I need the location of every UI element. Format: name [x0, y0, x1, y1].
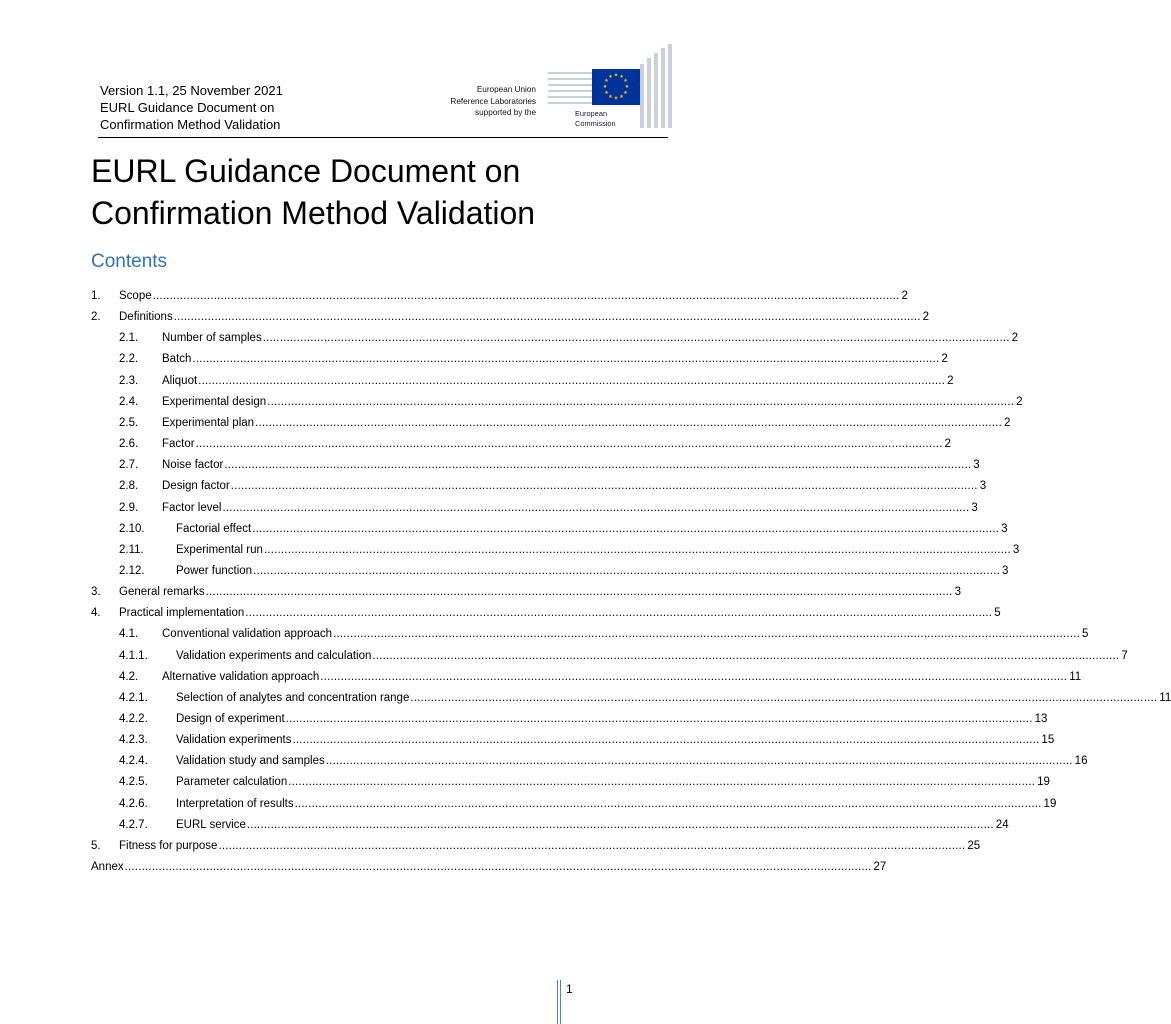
- toc-dot-leader: ............................................................................................................................................................................................................................: [262, 332, 1010, 344]
- toc-entry-title: Noise factor: [162, 459, 224, 471]
- toc-entry-page: 2: [1016, 396, 1023, 408]
- toc-entry-page: 3: [979, 480, 987, 492]
- toc-entry-title: Fitness for purpose: [119, 840, 218, 852]
- toc-entry[interactable]: [91, 415, 1011, 431]
- header-version-block: [100, 82, 283, 133]
- toc-dot-leader: ............................................................................................................................................................................................................................: [294, 798, 1042, 810]
- toc-entry-page: 3: [1001, 523, 1008, 535]
- toc-entry-title: Batch: [162, 353, 192, 365]
- toc-entry-page: 2: [947, 375, 954, 387]
- toc-entry[interactable]: [91, 774, 1050, 790]
- toc-entry-title: Design factor: [162, 480, 230, 492]
- toc-entry[interactable]: [91, 542, 1020, 558]
- svg-text:★: ★: [619, 94, 624, 100]
- eu-flag-icon: [592, 69, 640, 105]
- toc-entry-number: 4.2.2.: [119, 713, 148, 725]
- toc-entry-number: 1.: [91, 290, 101, 302]
- toc-dot-leader: ............................................................................................................................................................................................................................: [246, 819, 994, 831]
- toc-entry[interactable]: [91, 563, 1009, 579]
- commission-label-line-1: European: [575, 109, 608, 118]
- toc-entry-page: 2: [922, 311, 930, 323]
- toc-entry-page: 3: [973, 459, 980, 471]
- toc-dot-leader: ............................................................................................................................................................................................................................: [224, 459, 972, 471]
- toc-entry-title: Factor: [162, 438, 195, 450]
- toc-dot-leader: ............................................................................................................................................................................................................................: [267, 396, 1015, 408]
- toc-dot-leader: ............................................................................................................................................................................................................................: [253, 565, 1000, 577]
- toc-entry-title: Alternative validation approach: [162, 671, 320, 683]
- toc-entry-number: 4.1.: [119, 628, 139, 640]
- toc-entry[interactable]: [91, 309, 930, 325]
- svg-text:★: ★: [613, 72, 619, 79]
- toc-entry-number: 2.8.: [119, 480, 139, 492]
- toc-entry[interactable]: [91, 330, 1019, 346]
- toc-entry[interactable]: [91, 817, 1009, 833]
- toc-entry[interactable]: [91, 373, 954, 389]
- toc-entry-title: Validation experiments and calculation: [176, 650, 372, 662]
- toc-entry[interactable]: [91, 753, 1088, 769]
- document-title: [91, 150, 691, 234]
- header-divider: [98, 137, 668, 138]
- svg-text:★: ★: [623, 90, 628, 96]
- eurl-supported-by-text: [420, 84, 536, 119]
- toc-dot-leader: ............................................................................................................................................................................................................................: [410, 692, 1158, 704]
- toc-dot-leader: ............................................................................................................................................................................................................................: [372, 650, 1120, 662]
- toc-dot-leader: ............................................................................................................................................................................................................................: [255, 417, 1002, 429]
- toc-entry-number: 2.12.: [119, 565, 145, 577]
- toc-entry-title: Practical implementation: [119, 607, 245, 619]
- toc-entry-page: 13: [1034, 713, 1048, 725]
- toc-entry-page: 2: [1003, 417, 1011, 429]
- toc-entry-number: 4.2.4.: [119, 755, 148, 767]
- toc-entry-number: 4.1.1.: [119, 650, 148, 662]
- toc-dot-leader: ............................................................................................................................................................................................................................: [245, 607, 993, 619]
- toc-entry[interactable]: [91, 838, 981, 854]
- toc-entry[interactable]: [91, 436, 951, 452]
- toc-entry-title: General remarks: [119, 586, 205, 598]
- svg-text:★: ★: [608, 94, 613, 100]
- toc-entry-title: Factorial effect: [176, 523, 252, 535]
- toc-entry-title: Conventional validation approach: [162, 628, 333, 640]
- toc-entry-number: 2.9.: [119, 502, 139, 514]
- toc-entry-page: 24: [995, 819, 1009, 831]
- toc-dot-leader: ............................................................................................................................................................................................................................: [263, 544, 1011, 556]
- toc-entry[interactable]: [91, 521, 1008, 537]
- toc-entry-page: 11: [1159, 692, 1171, 704]
- toc-entry-number: 2.2.: [119, 353, 139, 365]
- svg-text:★: ★: [624, 84, 630, 90]
- toc-dot-leader: ............................................................................................................................................................................................................................: [320, 671, 1068, 683]
- toc-entry-page: 19: [1043, 798, 1057, 810]
- toc-entry-page: 3: [1012, 544, 1020, 556]
- toc-entry-page: 3: [971, 502, 978, 514]
- toc-dot-leader: ............................................................................................................................................................................................................................: [222, 502, 970, 514]
- toc-dot-leader: ............................................................................................................................................................................................................................: [325, 755, 1073, 767]
- toc-dot-leader: ............................................................................................................................................................................................................................: [173, 311, 921, 323]
- toc-entry-number: 2.6.: [119, 438, 139, 450]
- svg-text:★: ★: [613, 95, 619, 102]
- toc-dot-leader: ............................................................................................................................................................................................................................: [205, 586, 953, 598]
- toc-dot-leader: ............................................................................................................................................................................................................................: [230, 480, 978, 492]
- eu-text-line-1: European Union: [476, 85, 536, 94]
- toc-entry[interactable]: [91, 457, 980, 473]
- toc-entry-page: 2: [941, 353, 948, 365]
- toc-entry[interactable]: [91, 605, 1001, 621]
- toc-entry-number: 4.2.: [119, 671, 139, 683]
- toc-dot-leader: ............................................................................................................................................................................................................................: [152, 290, 900, 302]
- toc-entry[interactable]: [91, 394, 1023, 410]
- toc-entry-page: 27: [873, 861, 887, 873]
- document-title-line-1: EURL Guidance Document on: [91, 153, 521, 189]
- toc-entry-number: 2.3.: [119, 375, 139, 387]
- toc-entry-page: 16: [1074, 755, 1088, 767]
- toc-entry-page: 5: [994, 607, 1001, 619]
- contents-heading: Contents: [91, 251, 168, 272]
- page-number-rule: [557, 980, 561, 1024]
- toc-dot-leader: ............................................................................................................................................................................................................................: [333, 628, 1080, 640]
- toc-entry[interactable]: [91, 478, 987, 494]
- toc-dot-leader: ............................................................................................................................................................................................................................: [124, 861, 872, 873]
- toc-entry-number: 4.2.1.: [119, 692, 148, 704]
- toc-entry-page: 3: [1002, 565, 1009, 577]
- toc-entry-page: 2: [944, 438, 951, 450]
- toc-entry-page: 3: [954, 586, 961, 598]
- toc-entry-page: 5: [1082, 628, 1089, 640]
- toc-entry-title: Parameter calculation: [176, 776, 288, 788]
- toc-entry-title: Interpretation of results: [176, 798, 294, 810]
- toc-entry-page: 15: [1041, 734, 1055, 746]
- toc-entry-number: 4.2.6.: [119, 798, 148, 810]
- header-line-version: Version 1.1, 25 November 2021: [100, 83, 283, 98]
- toc-entry-title: Scope: [119, 290, 152, 302]
- header-line-title-2: Confirmation Method Validation: [100, 117, 281, 132]
- toc-entry-number: 4.2.3.: [119, 734, 148, 746]
- toc-entry-title: EURL service: [176, 819, 246, 831]
- svg-text:★: ★: [608, 74, 613, 80]
- toc-entry-page: 2: [901, 290, 908, 302]
- toc-entry-title: Experimental plan: [162, 417, 255, 429]
- toc-entry-title: Annex: [91, 861, 124, 873]
- toc-dot-leader: ............................................................................................................................................................................................................................: [285, 713, 1033, 725]
- toc-entry-title: Selection of analytes and concentration range: [176, 692, 410, 704]
- toc-entry-title: Experimental run: [176, 544, 263, 556]
- toc-dot-leader: ............................................................................................................................................................................................................................: [288, 776, 1036, 788]
- header-line-title-1: EURL Guidance Document on: [100, 100, 275, 115]
- toc-entry-number: 5.: [91, 840, 101, 852]
- toc-dot-leader: ............................................................................................................................................................................................................................: [252, 523, 1000, 535]
- svg-text:★: ★: [604, 78, 609, 84]
- toc-entry[interactable]: [91, 500, 978, 516]
- toc-entry-number: 2.10.: [119, 523, 145, 535]
- toc-entry-title: Validation experiments: [176, 734, 292, 746]
- toc-entry-title: Power function: [176, 565, 253, 577]
- toc-entry[interactable]: [91, 669, 1082, 685]
- toc-entry-page: 7: [1121, 650, 1128, 662]
- european-commission-label: [575, 109, 616, 128]
- commission-label-line-2: Commission: [575, 118, 616, 128]
- toc-dot-leader: ............................................................................................................................................................................................................................: [198, 375, 946, 387]
- toc-entry-title: Factor level: [162, 502, 222, 514]
- toc-entry[interactable]: [91, 796, 1057, 812]
- toc-entry-title: Aliquot: [162, 375, 198, 387]
- toc-entry[interactable]: [91, 859, 887, 875]
- toc-entry[interactable]: [91, 711, 1048, 727]
- toc-entry-title: Definitions: [119, 311, 173, 323]
- svg-text:★: ★: [602, 84, 608, 90]
- toc-dot-leader: ............................................................................................................................................................................................................................: [195, 438, 943, 450]
- page-number: 1: [566, 982, 573, 996]
- toc-entry-page: 19: [1037, 776, 1050, 788]
- toc-entry[interactable]: [91, 288, 908, 304]
- toc-entry[interactable]: [91, 690, 1171, 706]
- toc-entry-number: 2.11.: [119, 544, 144, 556]
- svg-text:★: ★: [623, 78, 628, 84]
- svg-text:★: ★: [604, 90, 609, 96]
- toc-entry-page: 2: [1011, 332, 1019, 344]
- eu-text-line-2: Reference Laboratories: [450, 96, 536, 106]
- toc-entry-number: 4.: [91, 607, 101, 619]
- toc-entry-number: 4.2.7.: [119, 819, 148, 831]
- toc-entry-title: Number of samples: [162, 332, 262, 344]
- toc-entry[interactable]: [91, 732, 1055, 748]
- toc-entry-number: 2.7.: [119, 459, 139, 471]
- toc-entry[interactable]: [91, 648, 1128, 664]
- document-title-line-2: Confirmation Method Validation: [91, 195, 536, 231]
- toc-entry-number: 2.5.: [119, 417, 139, 429]
- toc-entry-page: 25: [967, 840, 981, 852]
- toc-dot-leader: ............................................................................................................................................................................................................................: [292, 734, 1040, 746]
- toc-entry-page: 11: [1069, 671, 1082, 683]
- toc-entry-title: Experimental design: [162, 396, 267, 408]
- toc-entry-title: Design of experiment: [176, 713, 285, 725]
- toc-entry-number: 2.: [91, 311, 101, 323]
- toc-entry[interactable]: [91, 584, 961, 600]
- toc-entry-number: 2.4.: [119, 396, 139, 408]
- toc-entry[interactable]: [91, 351, 948, 367]
- toc-entry-number: 3.: [91, 586, 101, 598]
- toc-entry-number: 2.1.: [119, 332, 139, 344]
- toc-entry-number: 4.2.5.: [119, 776, 148, 788]
- toc-entry[interactable]: [91, 626, 1089, 642]
- eu-text-line-3: supported by the: [475, 108, 536, 117]
- toc-entry-title: Validation study and samples: [176, 755, 325, 767]
- svg-text:★: ★: [619, 74, 624, 80]
- toc-dot-leader: ............................................................................................................................................................................................................................: [218, 840, 966, 852]
- toc-dot-leader: ............................................................................................................................................................................................................................: [192, 353, 940, 365]
